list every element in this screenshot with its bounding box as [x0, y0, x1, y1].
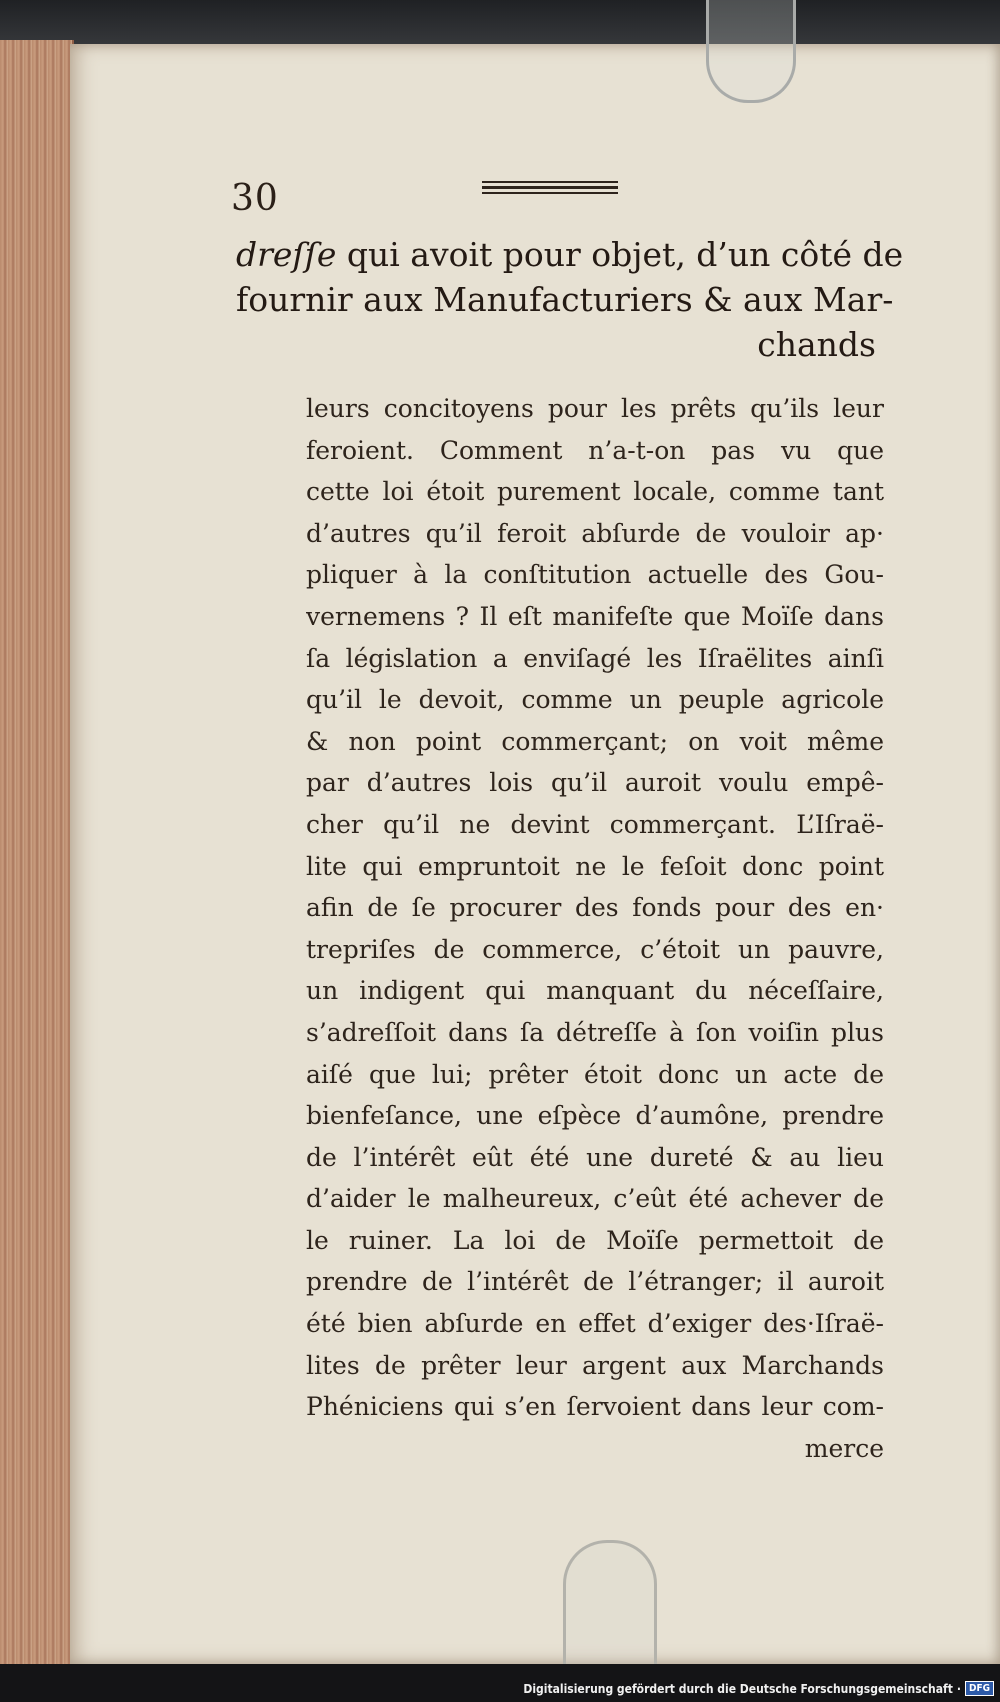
header-line [236, 277, 894, 322]
body-line: qu’il le devoit, comme un peuple agricole [306, 685, 884, 715]
header-line-text: qui avoit pour objet, d’un côté de [336, 235, 904, 274]
header-italic-word: dreſſe [236, 235, 337, 274]
scan-top-edge [0, 0, 1000, 44]
body-line: d’aider le malheureux, c’eût été achever de [306, 1184, 884, 1214]
body-line: s’adreſſoit dans ſa détreſſe à ſon voiſin plus [306, 1017, 884, 1047]
body-line: par d’autres lois qu’il auroit voulu empê- [306, 768, 884, 798]
body-line: cette loi étoit purement locale, comme tant [306, 477, 884, 507]
body-line: lites de prêter leur argent aux Marchands [306, 1350, 884, 1380]
header-line [236, 232, 904, 277]
header-text [236, 232, 904, 367]
page-clip-bottom-icon [563, 1540, 657, 1673]
page-number: 30 [231, 178, 279, 219]
body-line: été bien abſurde en effet d’exiger des·Iſraë- [306, 1309, 884, 1339]
header-line-text: fournir aux Manufacturiers & aux Mar- [236, 280, 894, 319]
body-line: un indigent qui manquant du néceſſaire, [306, 976, 884, 1006]
body-text [306, 388, 884, 1469]
body-line: bienfeſance, une eſpèce d’aumône, prendre [306, 1101, 884, 1131]
body-line: feroient. Comment n’a-t-on pas vu que [306, 435, 884, 465]
body-line: de l’intérêt eût été une dureté & au lieu [306, 1142, 884, 1172]
body-line: & non point commerçant; on voit même [306, 726, 884, 756]
body-line: aiſé que lui; prêter étoit donc un acte de [306, 1059, 884, 1089]
dfg-logo: DFG [965, 1681, 994, 1696]
header-line [236, 322, 876, 367]
body-line: lite qui empruntoit ne le feſoit donc point [306, 851, 884, 881]
book-page-edge [0, 40, 74, 1668]
header-rule [482, 181, 618, 197]
body-line: le ruiner. La loi de Moïſe permettoit de [306, 1225, 884, 1255]
body-line: vernemens ? Il eſt manifeſte que Moïſe dans [306, 601, 884, 631]
body-line: pliquer à la conſtitution actuelle des Gou- [306, 560, 884, 590]
body-line: leurs concitoyens pour les prêts qu’ils leur [306, 394, 884, 423]
footer-text: Digitalisierung gefördert durch die Deutsche Forschungsgemeinschaft [523, 1681, 953, 1696]
catchword: merce [804, 1433, 884, 1463]
body-line: Phéniciens qui s’en ſervoient dans leur com- [306, 1392, 884, 1422]
body-line: d’autres qu’il feroit abſurde de vouloir ap· [306, 518, 884, 548]
footer-credit: Digitalisierung gefördert durch die Deutsche Forschungsgemeinschaft · DFG [523, 1681, 994, 1696]
body-line: prendre de l’intérêt de l’étranger; il auroit [306, 1267, 884, 1297]
body-line: cher qu’il ne devint commerçant. L’Iſraë- [306, 809, 884, 839]
page-clip-top-icon [706, 0, 796, 103]
body-line: trepriſes de commerce, c’étoit un pauvre, [306, 934, 884, 964]
body-line: afin de ſe procurer des fonds pour des en· [306, 893, 884, 923]
header-line-text: chands [757, 325, 876, 364]
body-line: ſa législation a enviſagé les Iſraëlites ainſi [306, 643, 884, 673]
